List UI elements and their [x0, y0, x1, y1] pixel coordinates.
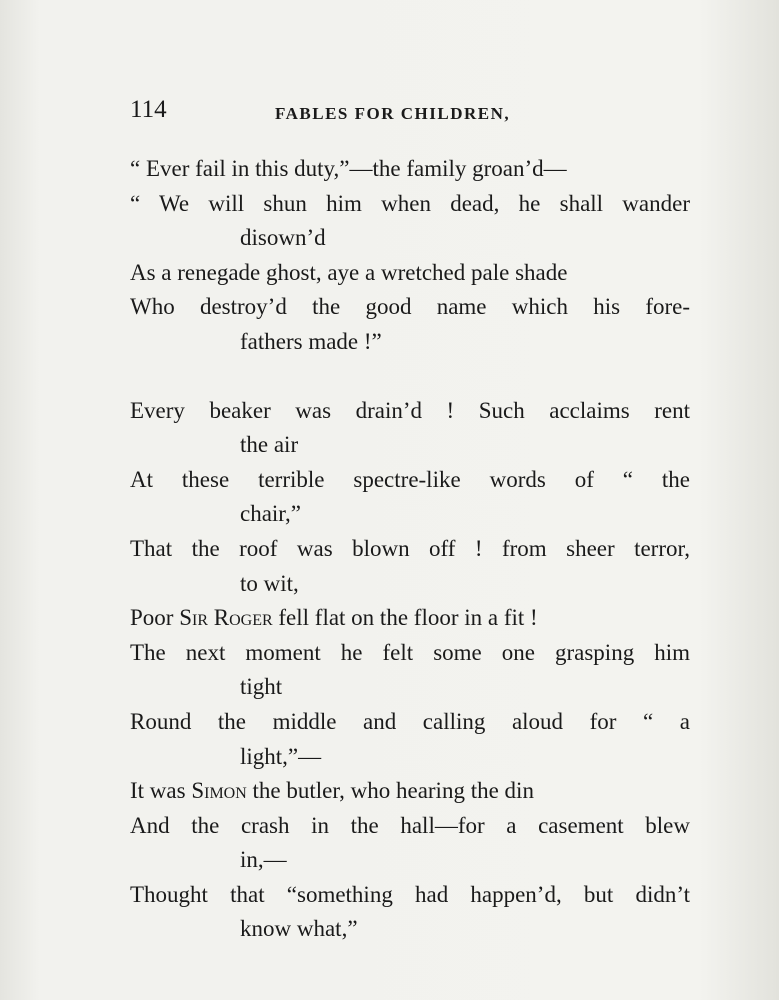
- verse-text: the butler, who hearing the din: [246, 778, 534, 804]
- page-number: 114: [130, 96, 167, 123]
- verse-line-continuation: know what,”: [240, 916, 358, 942]
- verse-text: fell flat on the floor in a fit !: [272, 605, 538, 631]
- running-title: FABLES FOR CHILDREN,: [275, 104, 511, 123]
- verse-line-continuation: light,”—: [240, 743, 322, 769]
- verse-line: Who destroy’d the good name which his fore-: [130, 294, 690, 320]
- verse-line-continuation: the air: [240, 432, 299, 458]
- verse-line-continuation: tight: [240, 674, 283, 700]
- verse-text: Poor: [130, 605, 180, 631]
- verse-body: [130, 152, 690, 947]
- verse-line: [130, 601, 690, 636]
- verse-line: “ We will shun him when dead, he shall wander: [130, 190, 690, 216]
- verse-line-continuation: fathers made !”: [240, 328, 382, 354]
- verse-line-continuation: disown’d: [240, 225, 326, 251]
- verse-line: And the crash in the hall—for a casement blew: [130, 812, 690, 838]
- verse-line-continuation: chair,”: [240, 501, 302, 527]
- verse-line: As a renegade ghost, aye a wretched pale shade: [130, 259, 568, 285]
- verse-line-continuation: to wit,: [240, 570, 299, 596]
- page-header: [130, 96, 690, 132]
- verse-line: That the roof was blown off ! from sheer terror,: [130, 535, 690, 561]
- character-name: Sir Roger: [179, 605, 273, 631]
- verse-line: Thought that “something had happen’d, but didn’t: [130, 881, 690, 907]
- verse-text: It was: [130, 778, 192, 804]
- verse-line-continuation: in,—: [240, 847, 287, 873]
- verse-line: The next moment he felt some one grasping him: [130, 639, 690, 665]
- verse-line: “ Ever fail in this duty,”—the family groan’d—: [130, 156, 567, 181]
- verse-line: Round the middle and calling aloud for “ a: [130, 708, 690, 734]
- verse-line: At these terrible spectre-like words of “ the: [130, 466, 690, 492]
- verse-line: Every beaker was drain’d ! Such acclaims rent: [130, 397, 690, 423]
- character-name: Simon: [191, 778, 247, 804]
- verse-line: [130, 774, 690, 809]
